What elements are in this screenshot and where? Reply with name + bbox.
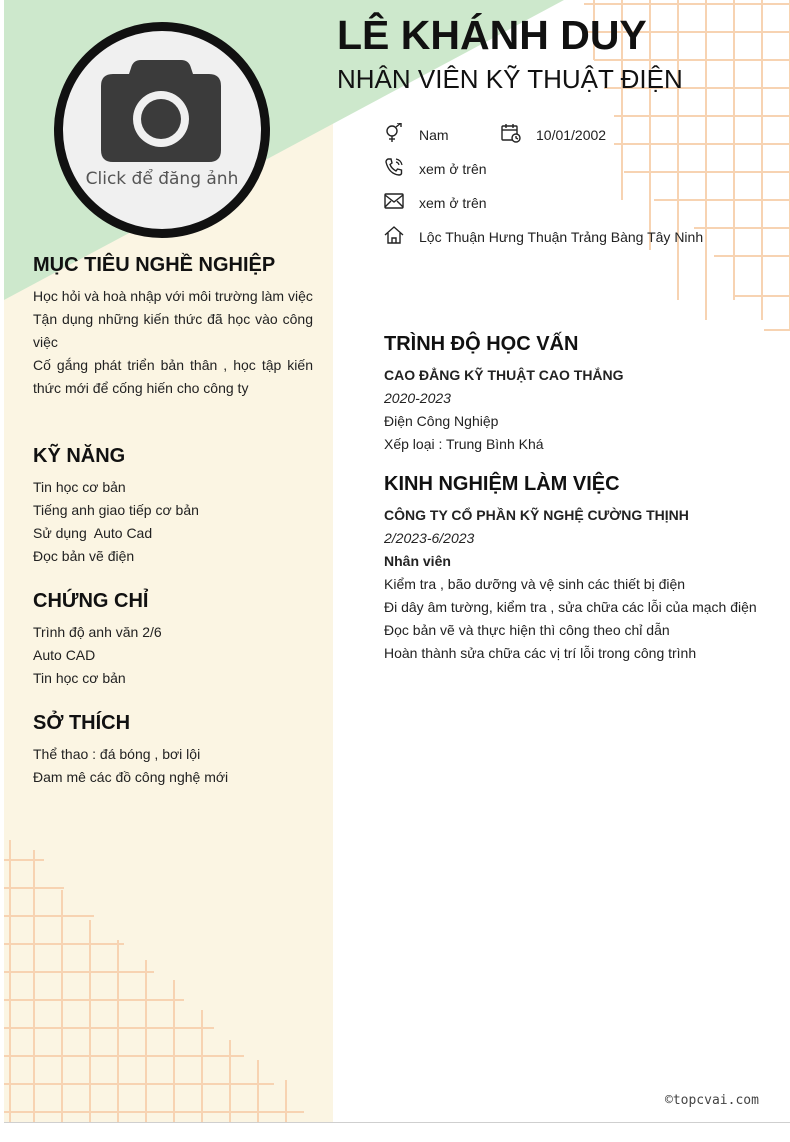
certificate-item: Auto CAD	[33, 647, 96, 663]
certificate-item: Tin học cơ bản	[33, 670, 126, 686]
skills-heading: KỸ NĂNG	[33, 445, 126, 467]
skill-item: Đọc bản vẽ điện	[33, 548, 135, 564]
objective-line: Cố gắng phát triển bản thân , học tập kiến thức mới để cống hiến cho công ty	[33, 357, 313, 396]
certificate-item: Trình độ anh văn 2/6	[33, 624, 162, 640]
address-value: Lộc Thuận Hưng Thuận Trảng Bàng Tây Ninh	[419, 229, 704, 245]
certificates-heading: CHỨNG CHỈ	[33, 590, 149, 612]
hobbies-heading: SỞ THÍCH	[33, 712, 131, 734]
experience-period: 2/2023-6/2023	[384, 530, 475, 546]
skill-item: Tin học cơ bản	[33, 479, 126, 495]
experience-position: Nhân viên	[384, 553, 451, 569]
photo-upload-caption: Click để đăng ảnh	[85, 169, 239, 189]
profile-photo-upload[interactable]	[54, 22, 270, 238]
calendar-icon	[501, 123, 521, 143]
job-title: NHÂN VIÊN KỸ THUẬT ĐIỆN	[337, 64, 683, 94]
experience-task: Đi dây âm tường, kiểm tra , sửa chữa các lỗi của mạch điện	[384, 599, 757, 615]
gender-icon	[384, 123, 404, 143]
education-period: 2020-2023	[384, 390, 451, 406]
experience-task: Kiểm tra , bão dưỡng và vệ sinh các thiết bị điện	[384, 576, 686, 592]
skill-item: Tiếng anh giao tiếp cơ bản	[33, 502, 199, 518]
experience-task: Đọc bản vẽ và thực hiện thì công theo chỉ dẫn	[384, 622, 670, 638]
phone-value: xem ở trên	[419, 161, 487, 177]
education-rank: Xếp loại : Trung Bình Khá	[384, 436, 544, 452]
hobby-item: Thể thao : đá bóng , bơi lội	[33, 746, 201, 762]
camera-icon	[101, 60, 221, 164]
cv-page	[4, 0, 790, 1122]
birthdate-value: 10/01/2002	[536, 127, 607, 143]
hobby-item: Đam mê các đồ công nghệ mới	[33, 769, 229, 785]
school-name: CAO ĐẲNG KỸ THUẬT CAO THẮNG	[384, 367, 624, 383]
objective-line: Học hỏi và hoà nhập với môi trường làm việc	[33, 288, 313, 304]
email-icon	[384, 193, 404, 209]
grid-decoration-bottom-left	[4, 830, 333, 1122]
phone-icon	[384, 157, 404, 177]
experience-task: Hoàn thành sửa chữa các vị trí lỗi trong công trình	[384, 645, 697, 661]
education-heading: TRÌNH ĐỘ HỌC VẤN	[384, 333, 579, 355]
copyright-watermark: ©topcvai.com	[665, 1093, 759, 1108]
email-value: xem ở trên	[419, 195, 487, 211]
objective-text	[33, 285, 313, 400]
home-icon	[384, 225, 404, 245]
gender-value: Nam	[419, 127, 449, 143]
objective-heading: MỤC TIÊU NGHỀ NGHIỆP	[33, 254, 276, 276]
page-bottom-border	[4, 1122, 790, 1123]
education-major: Điện Công Nghiệp	[384, 413, 499, 429]
skill-item: Sử dụng Auto Cad	[33, 525, 153, 541]
candidate-name: LÊ KHÁNH DUY	[337, 12, 647, 58]
company-name: CÔNG TY CỔ PHẦN KỸ NGHỆ CƯỜNG THỊNH	[384, 507, 689, 523]
objective-line: Tận dụng những kiến thức đã học vào công việc	[33, 311, 313, 350]
experience-heading: KINH NGHIỆM LÀM VIỆC	[384, 473, 620, 495]
